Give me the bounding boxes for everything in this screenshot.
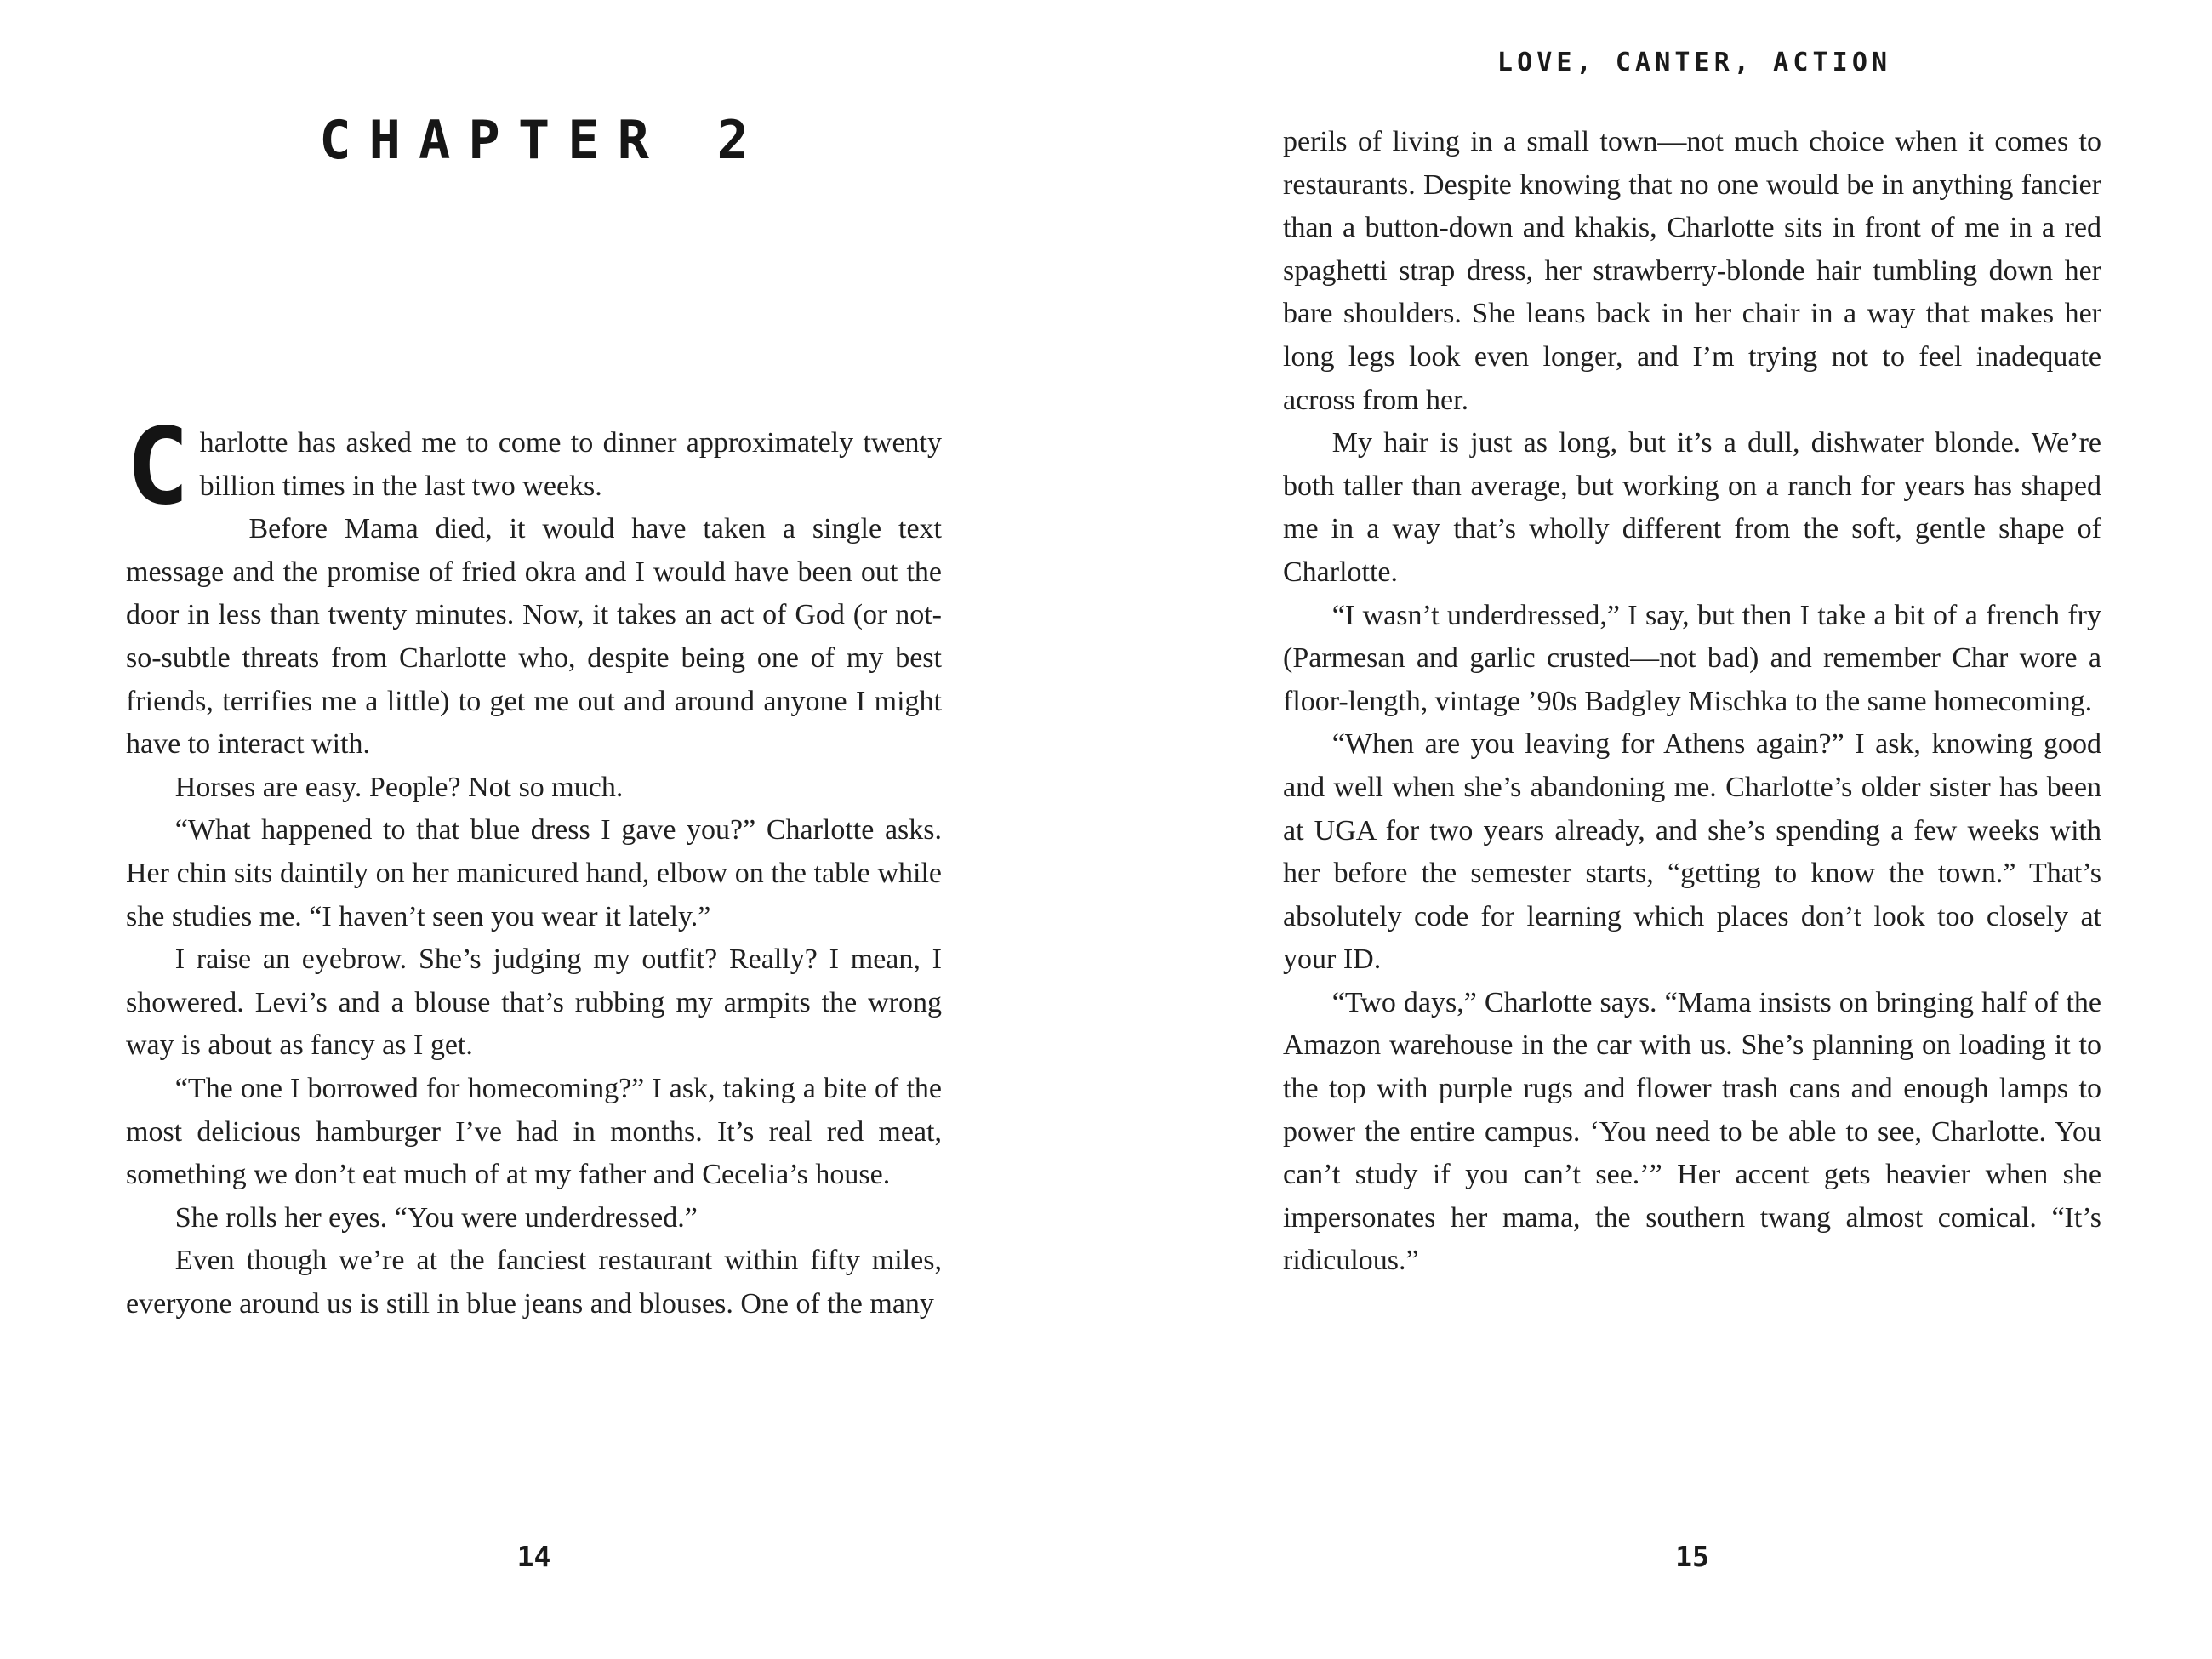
opening-paragraph xyxy=(126,406,942,528)
body-paragraph: “The one I borrowed for homecoming?” I ask, taking a bite of the most delicious hamburger I’ve had in months. It’s real red meat, something we don’t eat much of at my father and Cecelia’s house. xyxy=(126,1072,942,1191)
left-page-body xyxy=(126,406,942,1325)
body-paragraph: Before Mama died, it would have taken a single text message and the promise of fried okra and I would have been out the door in less than twenty minutes. Now, it takes an act of God (or not-so-subtle threats from Charlotte who, despite being one of my best friends, terrifies me a little) to get me out and around anyone I might have to interact with. xyxy=(126,513,942,761)
body-paragraph: “I wasn’t underdressed,” I say, but then I take a bit of a french fry (Parmesan and garlic crusted—not bad) and remember Char wore a floor-length, vintage ’90s Badgley Mischka to the same homecoming. xyxy=(1283,599,2101,717)
body-paragraph: Even though we’re at the fanciest restaurant within fifty miles, everyone around us is still in blue jeans and blouses. One of the many xyxy=(126,1245,942,1320)
left-page-number: 14 xyxy=(516,1540,551,1573)
chapter-heading: CHAPTER 2 xyxy=(319,109,767,171)
body-paragraph: “When are you leaving for Athens again?” I ask, knowing good and well when she’s abandoning me. Charlotte’s older sister has been at UGA for two years already, and she’s spending a few weeks with her before the semester starts, “getting to know the town.” That’s absolutely code for learning which places don’t look too closely at your ID. xyxy=(1283,728,2101,976)
body-paragraph: My hair is just as long, but it’s a dull, dishwater blonde. We’re both taller than average, but working on a ranch for years has shaped me in a way that’s wholly different from the soft, gentle shape of Charlotte. xyxy=(1283,427,2101,588)
right-page-number: 15 xyxy=(1675,1540,1709,1573)
body-paragraph: “Two days,” Charlotte says. “Mama insists on bringing half of the Amazon warehouse in the car with us. She’s planning on loading it to the top with purple rugs and flower trash cans and enough lamps to power the entire campus. ‘You need to be able to see, Charlotte. You can’t study if you can’t see.’” Her accent gets heavier when she impersonates her mama, the southern twang almost comical. “It’s ridiculous.” xyxy=(1283,986,2101,1277)
drop-cap: C xyxy=(126,406,190,528)
body-paragraph: She rolls her eyes. “You were underdressed.” xyxy=(174,1201,698,1234)
opening-paragraph-text: harlotte has asked me to come to dinner approximately twenty billion times in the last two weeks. xyxy=(199,427,942,502)
right-page-body xyxy=(1283,121,2101,1283)
running-head: LOVE, CANTER, ACTION xyxy=(1497,48,1892,77)
body-paragraph: perils of living in a small town—not much choice when it comes to restaurants. Despite knowing that no one would be in anything fancier than a button-down and khakis, Charlotte sits in front of me in a red spaghetti strap dress, her strawberry-blonde hair tumbling down her bare shoulders. She leans back in her chair in a way that makes her long legs look even longer, and I’m trying not to feel inadequate across from her. xyxy=(1283,126,2101,416)
body-paragraph: “What happened to that blue dress I gave you?” Charlotte asks. Her chin sits daintily on her manicured hand, elbow on the table while she studies me. “I haven’t seen you wear it lately.” xyxy=(126,814,942,932)
body-paragraph: I raise an eyebrow. She’s judging my outfit? Really? I mean, I showered. Levi’s and a blouse that’s rubbing my armpits the wrong way is about as fancy as I get. xyxy=(126,944,942,1062)
body-paragraph: Horses are easy. People? Not so much. xyxy=(174,771,624,803)
